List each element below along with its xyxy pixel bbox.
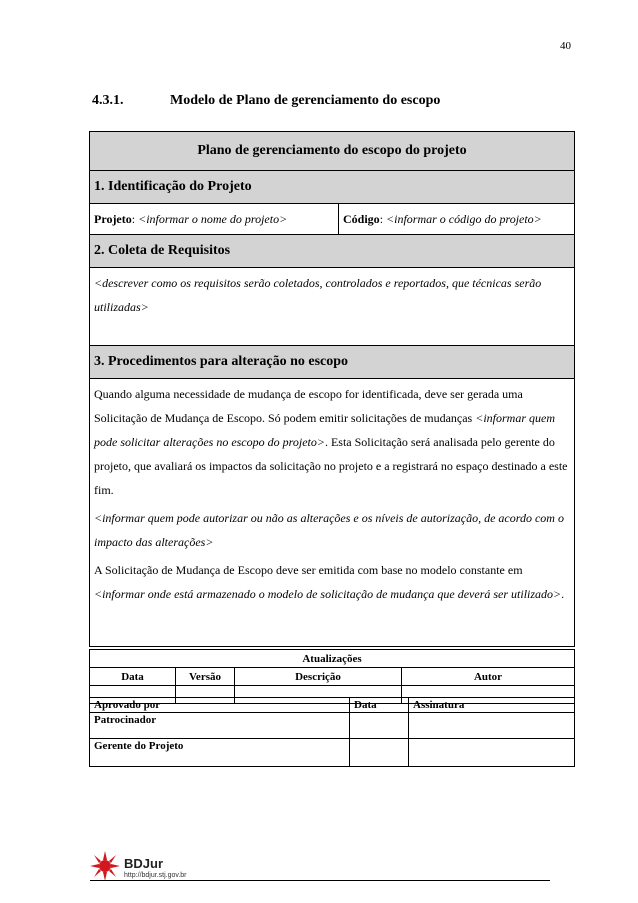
section2-title: 2. Coleta de Requisitos [90, 235, 575, 268]
codigo-label: Código [343, 211, 380, 226]
approval-col-data: Data [350, 698, 409, 713]
form-title: Plano de gerenciamento do escopo do projeto [90, 132, 575, 171]
scope-plan-form [89, 131, 575, 647]
section-heading [92, 93, 440, 109]
projeto-cell: Projeto: <informar o nome do projeto> [90, 204, 339, 235]
p1-text-a: Quando alguma necessidade de mudança de escopo for identificada, deve ser gerada uma Solicitação de Mudança de Escopo. Só podem emitir solicitações de mudanças [94, 387, 523, 425]
updates-col-data: Data [90, 668, 176, 686]
approval-row-patrocinador: Patrocinador [90, 713, 350, 739]
heading-number: 4.3.1. [92, 93, 124, 108]
footer-url[interactable]: http://bdjur.stj.gov.br [124, 872, 187, 879]
logo-mark [90, 851, 120, 881]
updates-col-descricao: Descrição [235, 668, 402, 686]
section3-title: 3. Procedimentos para alteração no escopo [90, 346, 575, 379]
approval-cell[interactable] [350, 739, 409, 767]
section2-body [90, 268, 575, 346]
approval-row-gerente: Gerente do Projeto [90, 739, 350, 767]
updates-col-autor: Autor [402, 668, 575, 686]
codigo-cell: Código: <informar o código do projeto> [339, 204, 575, 235]
section3-paragraph-3 [94, 558, 570, 606]
p3-text-a: A Solicitação de Mudança de Escopo deve ser emitida com base no modelo constante em [94, 563, 523, 577]
projeto-label: Projeto [94, 211, 132, 226]
footer-divider [90, 880, 550, 881]
approval-cell[interactable] [409, 739, 575, 767]
approval-col-aprovado: Aprovado por [90, 698, 350, 713]
section3-paragraph-2 [94, 506, 570, 554]
updates-title: Atualizações [90, 650, 575, 668]
codigo-value: <informar o código do projeto> [386, 211, 542, 226]
p3-text-b: <informar onde está armazenado o modelo de solicitação de mudança que deverá ser utilizado> [94, 587, 562, 601]
updates-col-versao: Versão [176, 668, 235, 686]
approval-table [89, 697, 575, 767]
approval-cell[interactable] [409, 713, 575, 739]
p2-text: <informar quem pode autorizar ou não as alterações e os níveis de autorização, de acordo com o impacto das alterações> [94, 511, 564, 549]
updates-table [89, 649, 575, 704]
p1-text-c: . Esta Solicitação será analisada pelo gerente do projeto, que avaliará os impactos da solicitação no projeto e a registrará no espaço destinado a este fim. [94, 435, 568, 497]
projeto-value: <informar o nome do projeto> [138, 211, 288, 226]
approval-col-assinatura: Assinatura [409, 698, 575, 713]
approval-cell[interactable] [350, 713, 409, 739]
section1-title: 1. Identificação do Projeto [90, 171, 575, 204]
page-number: 40 [560, 40, 571, 52]
p1-text-b: <informar quem pode solicitar alterações no escopo do projeto> [94, 411, 555, 449]
heading-title: Modelo de Plano de gerenciamento do escopo [170, 93, 441, 108]
section3-paragraph-1 [94, 382, 570, 502]
section3-body [90, 379, 575, 647]
p3-text-c: . [561, 587, 565, 601]
section2-text: <descrever como os requisitos serão coletados, controlados e reportados, que técnicas serão utilizadas> [94, 276, 542, 314]
footer-brand: BDJur [124, 856, 164, 871]
